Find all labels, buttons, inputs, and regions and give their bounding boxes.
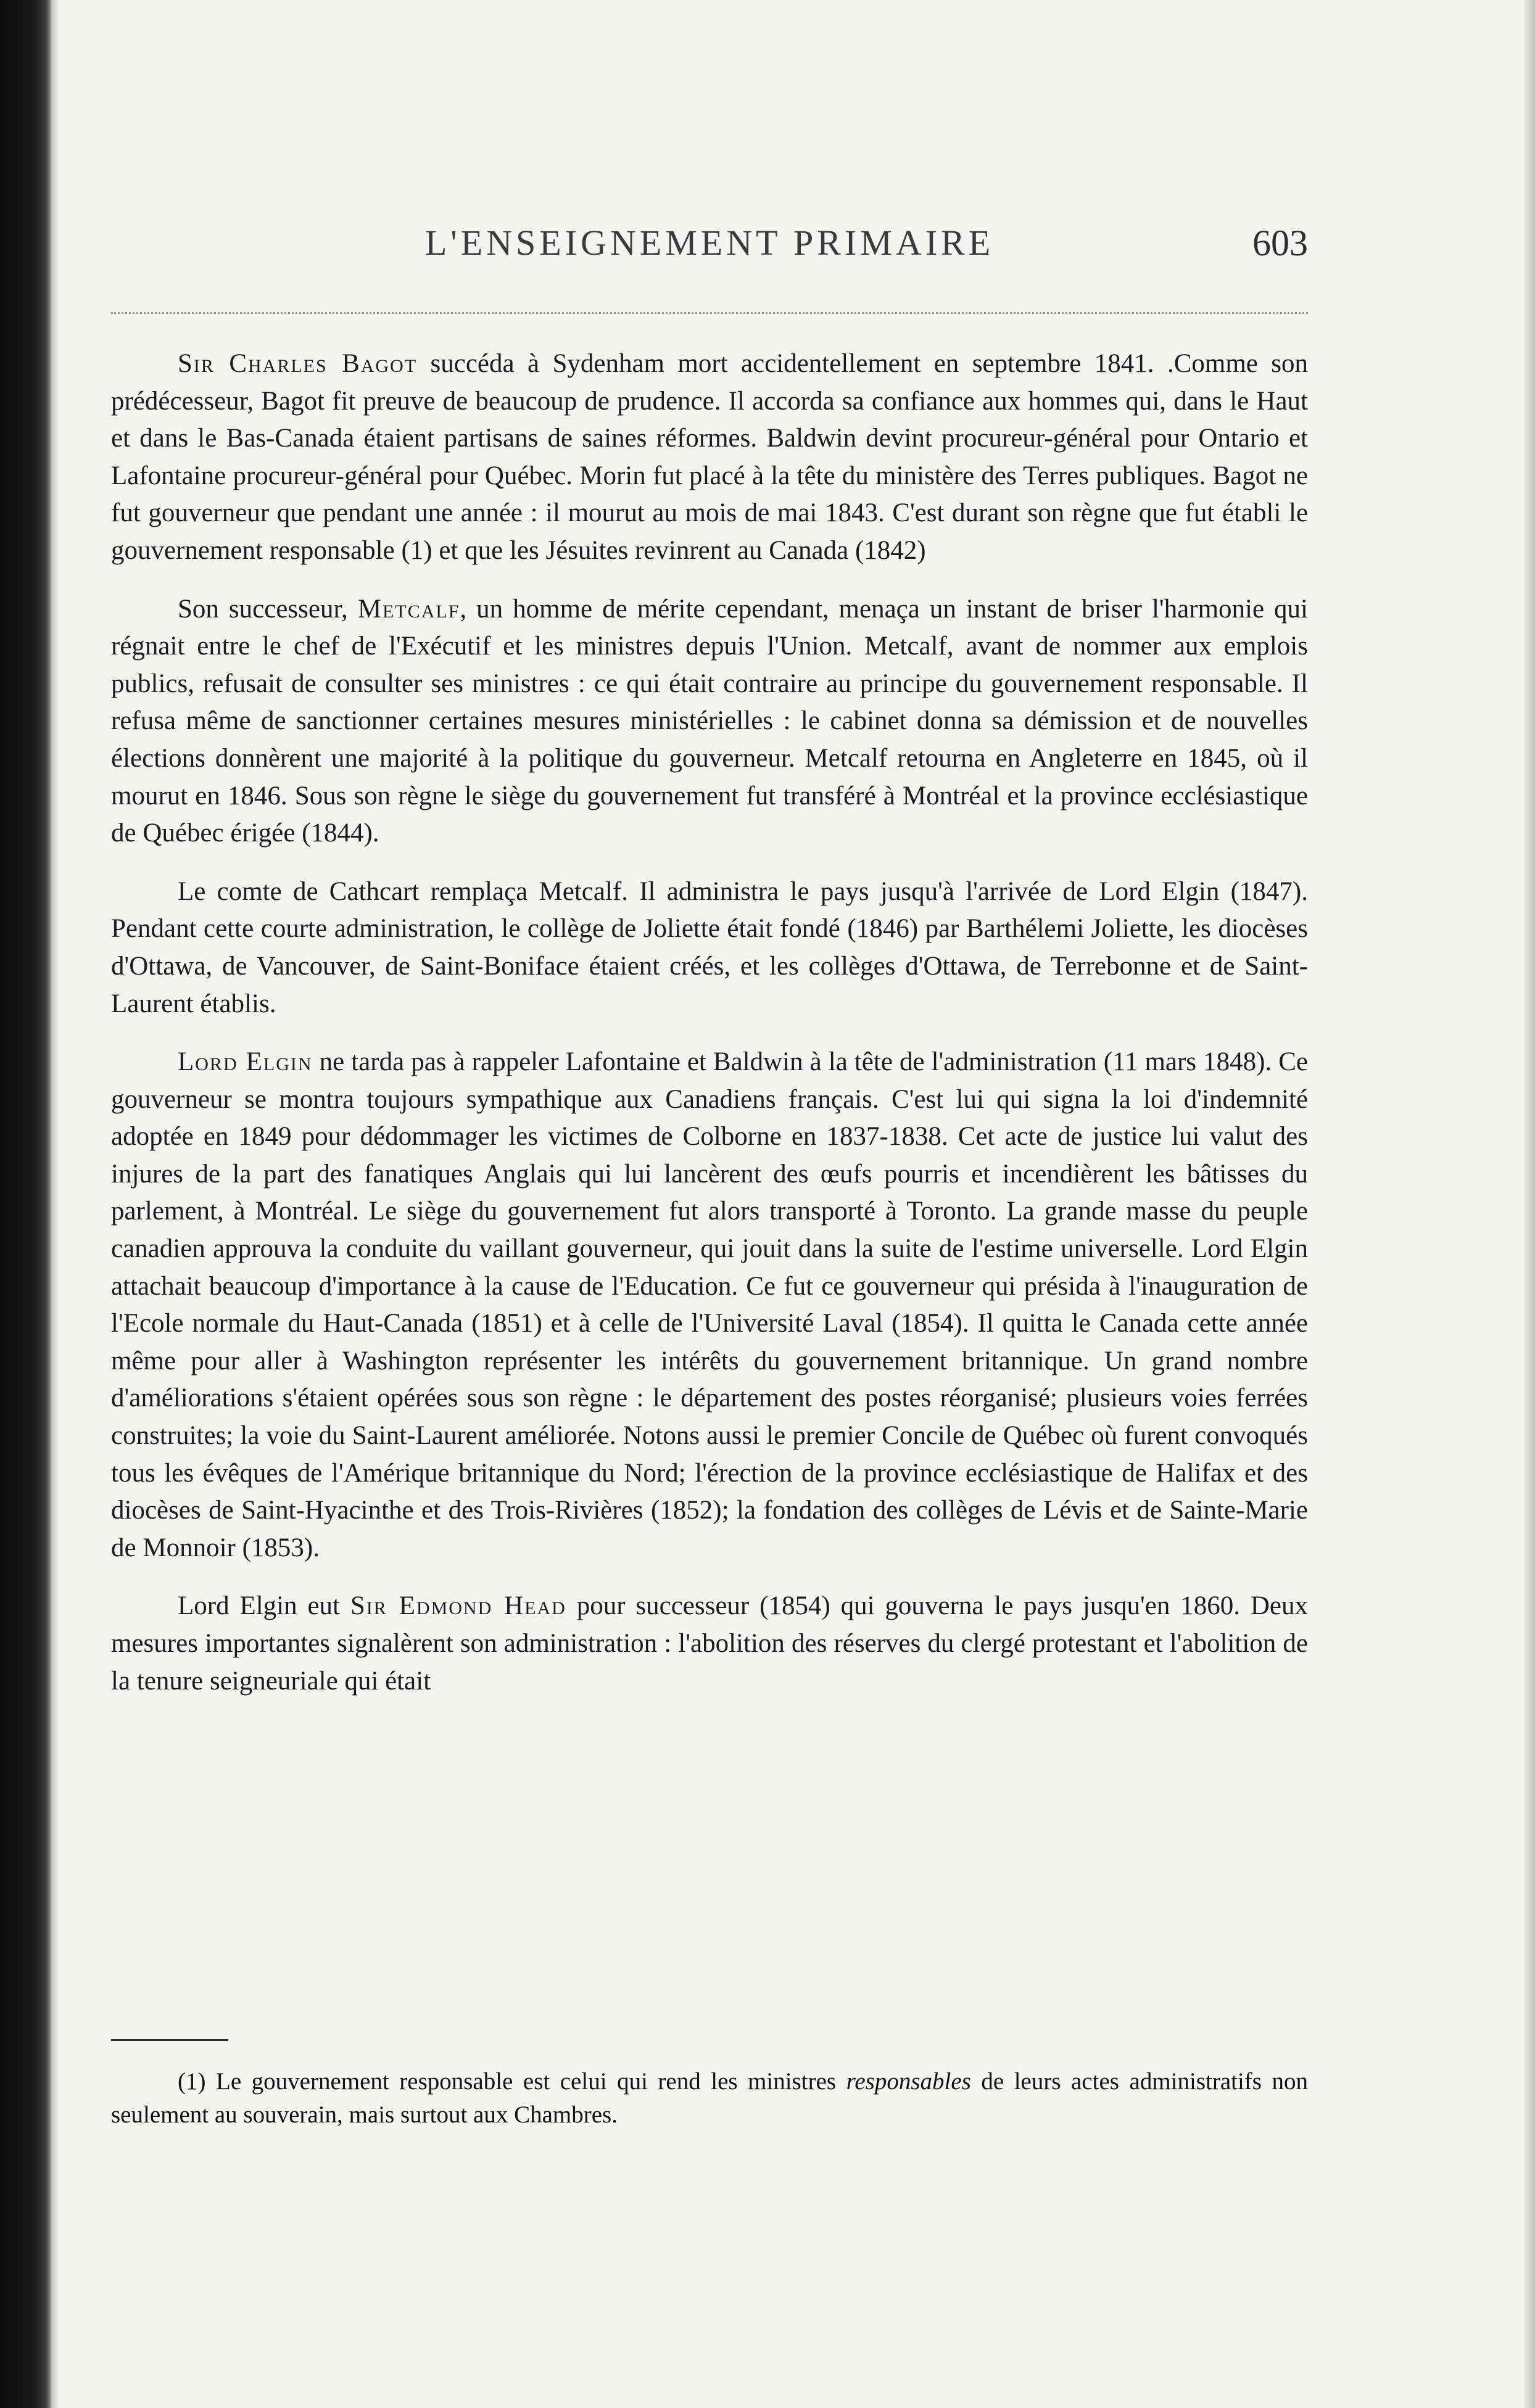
paragraph-elgin: [111, 1044, 1308, 1567]
paragraph-text-before: Lord Elgin eut: [178, 1591, 350, 1621]
paragraph-cathcart: [111, 873, 1308, 1023]
paragraph-metcalf: [111, 591, 1308, 852]
paragraph-text: succéda à Sydenham mort accidentellement en septembre 1841. .Comme son prédécesseur, Bagot fit preuve de beaucoup de prudence. Il accorda sa confiance aux hommes qui, dans le Haut et dans le Bas-Canada étaient partisans de saines réformes. Baldwin devint procureur-général pour Ontario et Lafontaine procureur-général pour Québec. Morin fut placé à la tête du ministère des Terres publiques. Bagot ne fut gouverneur que pendant une année : il mourut au mois de mai 1843. C'est durant son règne que fut établi le gouvernement responsable (1) et que les Jésuites revinrent au Canada (1842): [111, 349, 1308, 565]
paragraph-bagot: [111, 345, 1308, 570]
paragraph-text-before: Son successeur,: [178, 594, 358, 624]
paragraph-text: Le comte de Cathcart remplaça Metcalf. Il administra le pays jusqu'à l'arrivée de Lord Elgin (1847). Pendant cette courte administration, le collège de Joliette était fondé (1846) par Barthélemi Joliette, les diocèses d'Ottawa, de Vancouver, de Saint-Boniface étaient créés, et les collèges d'Ottawa, de Terrebonne et de Saint-Laurent établis.: [111, 876, 1308, 1018]
page-number: 603: [1252, 223, 1308, 263]
header-rule: [111, 312, 1308, 314]
name-smallcaps: Metcalf: [357, 594, 460, 624]
footnote-rule: [111, 2039, 228, 2041]
paragraph-text: pour successeur (1854) qui gouverna le pays jusqu'en 1860. Deux mesures importantes signalèrent son administration : l'abolition des réserves du clergé protestant et l'abolition de la tenure seigneuriale qui était: [111, 1591, 1309, 1696]
paragraph-text: , un homme de mérite cependant, menaça un instant de briser l'harmonie qui régnait entre le chef de l'Exécutif et les ministres depuis l'Union. Metcalf, avant de nommer aux emplois publics, refusait de consulter ses ministres : ce qui était contraire au principe du gouvernement responsable. Il refusa même de sanctionner certaines mesures ministérielles : le cabinet donna sa démission et de nouvelles élections donnèrent une majorité à la politique du gouverneur. Metcalf retourna en Angleterre en 1845, où il mourut en 1846. Sous son règne le siège du gouvernement fut transféré à Montréal et la province ecclésiastique de Québec érigée (1844).: [111, 594, 1308, 848]
scan-left-border: [0, 0, 51, 2408]
name-smallcaps: Lord Elgin: [178, 1047, 313, 1077]
body-text: [111, 345, 1308, 1721]
page-right-edge: [1524, 0, 1535, 2408]
page-left-edge: [51, 0, 58, 2408]
running-title: L'ENSEIGNEMENT PRIMAIRE: [424, 223, 995, 263]
paragraph-text: ne tarda pas à rappeler Lafontaine et Baldwin à la tête de l'administration (11 mars 1848). Ce gouverneur se montra toujours sympathique aux Canadiens français. C'est lui qui signa la loi d'indemnité adoptée en 1849 pour dédommager les victimes de Colborne en 1837-1838. Cet acte de justice lui valut des injures de la part des fanatiques Anglais qui lui lancèrent des œufs pourris et incendièrent les bâtisses du parlement, à Montréal. Le siège du gouvernement fut alors transporté à Toronto. La grande masse du peuple canadien approuva la conduite du vaillant gouverneur, qui jouit dans la suite de l'estime universelle. Lord Elgin attachait beaucoup d'importance à la cause de l'Education. Ce fut ce gouverneur qui présida à l'inauguration de l'Ecole normale du Haut-Canada (1851) et à celle de l'Université Laval (1854). Il quitta le Canada cette année même pour aller à Washington représenter les intérêts du gouvernement britannique. Un grand nombre d'améliorations s'étaient opérées sous son règne : le département des postes réorganisé; plusieurs voies ferrées construites; la voie du Saint-Laurent améliorée. Notons aussi le premier Concile de Québec où furent convoqués tous les évêques de l'Amérique britannique du Nord; l'érection de la province ecclésiastique de Halifax et des diocèses de Saint-Hyacinthe et des Trois-Rivières (1852); la fondation des collèges de Lévis et de Sainte-Marie de Monnoir (1853).: [111, 1047, 1308, 1562]
name-smallcaps: Sir Edmond Head: [350, 1591, 566, 1621]
paragraph-head: [111, 1588, 1308, 1700]
footnote-text-after: de leurs actes administratifs non seulement au souverain, mais surtout aux Chambres.: [111, 2068, 1308, 2128]
footnote: [111, 2065, 1308, 2132]
page-header: [111, 222, 1308, 278]
footnote-text-before: (1) Le gouvernement responsable est celui qui rend les ministres: [178, 2068, 846, 2095]
footnote-emphasis: responsables: [846, 2068, 971, 2095]
name-smallcaps: Sir Charles Bagot: [178, 349, 418, 378]
